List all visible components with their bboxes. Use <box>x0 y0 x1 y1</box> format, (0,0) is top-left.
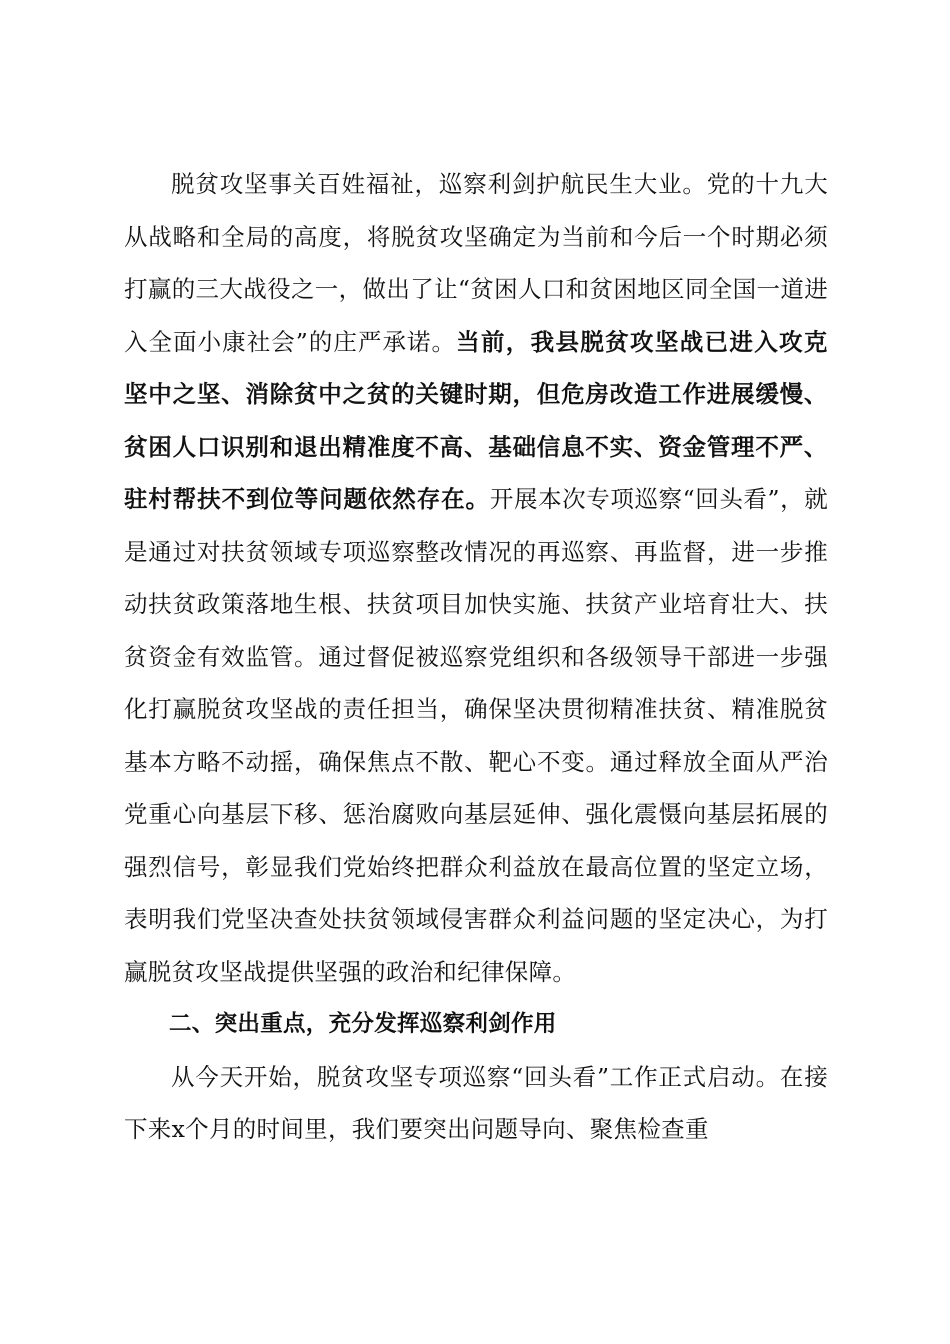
paragraph-rest-text: 开展本次专项巡察“回头看”，就是通过对扶贫领域专项巡察整改情况的再巡察、再监督，进一步推动扶贫政策落地生根、扶贫项目加快实施、扶贫产业培育壮大、扶贫资金有效监管。通过督促被巡察党组织和各级领导干部进一步强化打赢脱贫攻坚战的责任担当，确保坚决贯彻精准扶贫、精准脱贫基本方略不动摇，确保焦点不散、靶心不变。通过释放全面从严治党重心向基层下移、惩治腐败向基层延伸、强化震慑向基层拓展的强烈信号，彰显我们党始终把群众利益放在最高位置的坚定立场，表明我们党坚决查处扶贫领域侵害群众利益问题的坚定决心，为打赢脱贫攻坚战提供坚强的政治和纪律保障。 <box>124 485 829 986</box>
document-body <box>124 158 828 1156</box>
paragraph-emphasis-text: 当前，我县脱贫攻坚战已进入攻克坚中之坚、消除贫中之贫的关键时期，但危房改造工作进展缓慢、贫困人口识别和退出精准度不高、基础信息不实、资金管理不严、驻村帮扶不到位等问题依然存在。 <box>124 327 828 513</box>
paragraph-inspection-start: 从今天开始，脱贫攻坚专项巡察“回头看”工作正式启动。在接下来x个月的时间里，我们要突出问题导向、聚焦检查重 <box>124 1062 828 1143</box>
paragraph-intro-text: 脱贫攻坚事关百姓福祉，巡察利剑护航民生大业。党的十九大从战略和全局的高度，将脱贫攻坚确定为当前和今后一个时期必须打赢的三大战役之一，做出了让“贫困人口和贫困地区同全国一道进入全面小康社会”的庄严承诺。 <box>124 170 828 356</box>
paragraph-poverty-alleviation <box>124 158 828 998</box>
section-heading: 二、突出重点，充分发挥巡察利剑作用 <box>169 1011 557 1037</box>
